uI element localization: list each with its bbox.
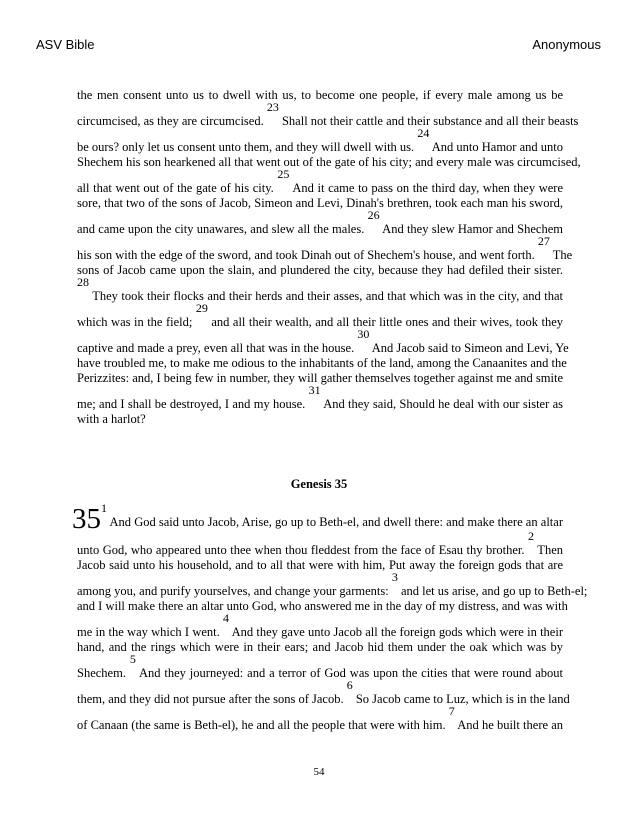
verse-number: 30 [357,327,370,341]
text-line: circumcised, as they are circumcised. 23 Shall not their cattle and their substance and all their beasts [77,100,579,128]
text-line: which was in the field; 29 and all their wealth, and all their little ones and their wives, took they [77,301,563,329]
text-line: hand, and the rings which were in their ears; and Jacob hid them under the oak which was by [77,640,563,654]
text-line: Perizzites: and, I being few in number, they will gather themselves together against me and smite [77,371,563,385]
text-line: Jacob said unto his household, and to all that were with him, Put away the foreign gods that are [77,558,563,572]
text-line: me in the way which I went. 4 And they gave unto Jacob all the foreign gods which were in their [77,611,563,639]
header-left: ASV Bible [36,37,95,52]
text-line: 28 They took their flocks and their herds and their asses, and that which was in the city, and that [77,275,563,303]
text-line: them, and they did not pursue after the sons of Jacob. 6 So Jacob came to Luz, which is in the land [77,678,570,706]
text-line: Shechem his son hearkened all that went out of the gate of his city; and every male was circumcised, [77,155,581,169]
verse-number: 2 [528,529,535,543]
text-line: have troubled me, to make me odious to the inhabitants of the land, among the Canaanites and the [77,356,567,370]
verse-number: 27 [537,234,550,248]
verse-number: 31 [308,383,321,397]
text-line: and came upon the city unawares, and slew all the males. 26 And they slew Hamor and Shechem [77,208,563,236]
text-line: with a harlot? [77,412,146,426]
chapter-heading: Genesis 35 [290,477,348,491]
header-right: Anonymous [532,37,601,52]
verse-number: 23 [266,100,279,114]
verse-number: 24 [417,126,430,140]
text-line: me; and I shall be destroyed, I and my house. 31 And they said, Should he deal with our sister as [77,383,563,411]
verse-number: 4 [223,611,230,625]
text-line: captive and made a prey, even all that was in the house. 30 And Jacob said to Simeon and Levi, Ye [77,327,569,355]
chapter-number: 35 [72,503,101,535]
verse-number: 26 [367,208,380,222]
verse-number: 7 [448,704,455,718]
verse-number: 28 [77,275,89,289]
verse-number: 29 [195,301,208,315]
verse-number: 25 [277,167,290,181]
verse-number: 1 [101,501,107,515]
text-line: unto God, who appeared unto thee when thou fleddest from the face of Esau thy brother. 2 Then [77,529,563,557]
text-line: among you, and purify yourselves, and change your garments: 3 and let us arise, and go up to Beth-el; [77,570,588,598]
text-line: Shechem. 5 And they journeyed: and a terror of God was upon the cities that were round about [77,652,563,680]
verse-number: 6 [346,678,353,692]
text-line: 1 And God said unto Jacob, Arise, go up to Beth-el, and dwell there: and make there an altar [101,501,563,529]
text-line: sons of Jacob came upon the slain, and plundered the city, because they had defiled their sister. [77,263,563,277]
text-line: his son with the edge of the sword, and took Dinah out of Shechem's house, and went forth. 27 The [77,234,573,262]
page-number: 54 [313,766,325,778]
text-line: sore, that two of the sons of Jacob, Simeon and Levi, Dinah's brethren, took each man his sword, [77,196,563,210]
text-line: the men consent unto us to dwell with us, to become one people, if every male among us be [77,88,563,102]
text-line: all that went out of the gate of his city. 25 And it came to pass on the third day, when they were [77,167,563,195]
text-line: of Canaan (the same is Beth-el), he and all the people that were with him. 7 And he built there an [77,704,563,732]
text-line: be ours? only let us consent unto them, and they will dwell with us. 24 And unto Hamor and unto [77,126,564,154]
text-line: and I will make there an altar unto God, who answered me in the day of my distress, and was with [77,599,568,613]
verse-number: 3 [391,570,398,584]
verse-number: 5 [129,652,136,666]
